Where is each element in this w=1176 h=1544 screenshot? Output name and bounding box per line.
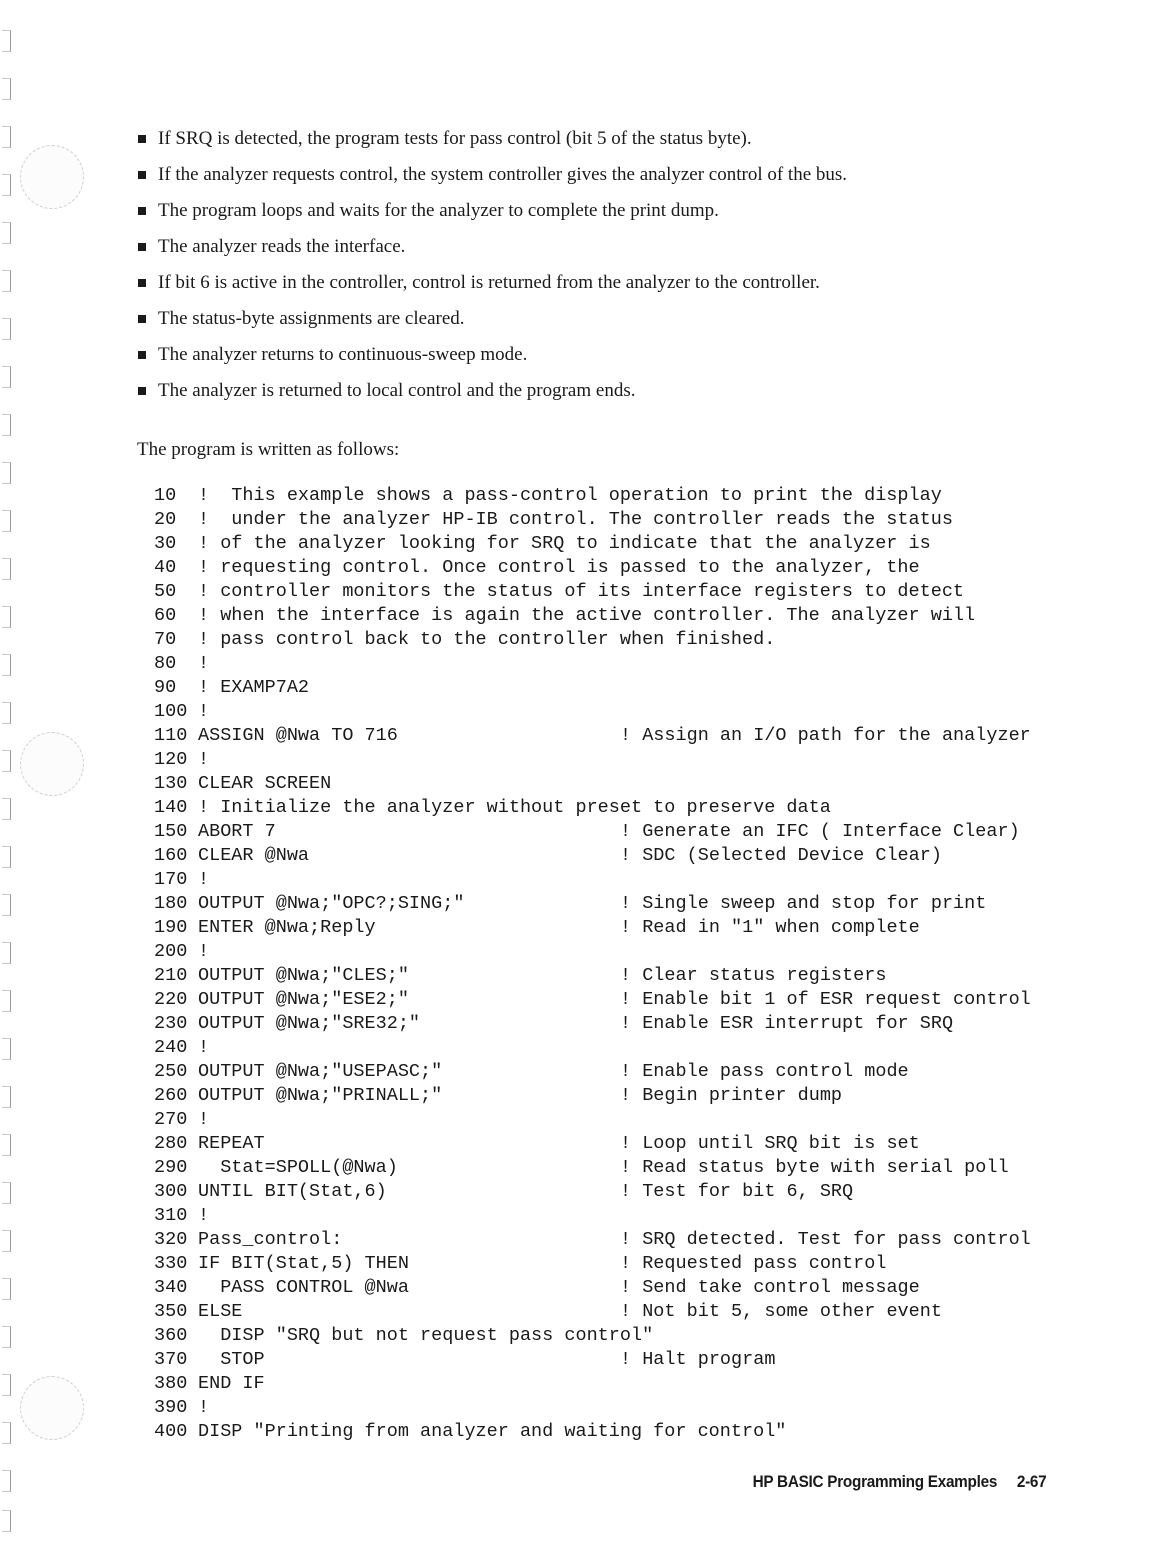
line-number: 360 [154,1325,188,1346]
list-item [136,157,1096,193]
line-number: 100 [154,701,188,722]
line-number: 170 [154,869,188,890]
line-number: 290 [154,1157,188,1178]
page-number: 2-67 [1016,1472,1046,1491]
intro-paragraph: The program is written as follows: [137,439,400,460]
code-statement: PASS CONTROL @Nwa [198,1277,409,1298]
line-number: 320 [154,1229,188,1250]
code-line [154,676,1064,700]
code-statement: ELSE [198,1301,243,1322]
line-number: 280 [154,1133,188,1154]
code-statement: CLEAR @Nwa [198,845,310,866]
square-bullet-icon [138,351,146,359]
line-number: 250 [154,1061,188,1082]
line-number: 260 [154,1085,188,1106]
code-statement: UNTIL BIT(Stat,6) [198,1181,387,1202]
code-statement: ! when the interface is again the active controller. The analyzer will [198,605,976,626]
code-line [154,1228,1064,1252]
code-line [154,1300,1064,1324]
code-comment: ! Halt program [620,1349,776,1370]
code-line [154,1348,1064,1372]
code-line [154,1324,1064,1348]
code-statement: ! EXAMP7A2 [198,677,310,698]
code-line [154,1420,1064,1444]
code-line [154,628,1064,652]
square-bullet-icon [138,207,146,215]
code-line [154,868,1064,892]
code-statement: ! under the analyzer HP-IB control. The controller reads the status [198,509,953,530]
code-statement: OUTPUT @Nwa;"USEPASC;" [198,1061,443,1082]
code-comment: ! Generate an IFC ( Interface Clear) [620,821,1020,842]
punch-hole [20,145,84,209]
list-item-text: If the analyzer requests control, the system controller gives the analyzer control of the bus. [158,164,848,185]
square-bullet-icon [138,279,146,287]
line-number: 130 [154,773,188,794]
code-statement: ! Initialize the analyzer without preset to preserve data [198,797,831,818]
code-comment: ! Read in "1" when complete [620,917,920,938]
code-statement: OUTPUT @Nwa;"SRE32;" [198,1013,421,1034]
code-line [154,604,1064,628]
code-comment: ! Not bit 5, some other event [620,1301,942,1322]
code-listing [154,484,1064,1444]
list-item [136,301,1096,337]
code-statement: DISP "SRQ but not request pass control" [198,1325,654,1346]
code-comment: ! Single sweep and stop for print [620,893,987,914]
code-line [154,820,1064,844]
code-statement: ASSIGN @Nwa TO 716 [198,725,398,746]
code-comment: ! SDC (Selected Device Clear) [620,845,942,866]
line-number: 140 [154,797,188,818]
code-statement: ! [198,701,210,722]
code-line [154,748,1064,772]
code-statement: END IF [198,1373,265,1394]
code-line [154,1372,1064,1396]
code-statement: REPEAT [198,1133,265,1154]
code-statement: ! [198,1037,210,1058]
code-statement: ! requesting control. Once control is passed to the analyzer, the [198,557,920,578]
code-statement: ABORT 7 [198,821,276,842]
page-footer [752,1472,1046,1492]
line-number: 60 [154,605,177,626]
code-statement: ! [198,749,210,770]
code-comment: ! Test for bit 6, SRQ [620,1181,854,1202]
code-line [154,964,1064,988]
line-number: 190 [154,917,188,938]
line-number: 70 [154,629,177,650]
code-line [154,484,1064,508]
code-comment: ! Assign an I/O path for the analyzer [620,725,1031,746]
code-statement: ! controller monitors the status of its interface registers to detect [198,581,965,602]
code-line [154,1012,1064,1036]
list-item-text: The program loops and waits for the analyzer to complete the print dump. [158,200,719,221]
code-line [154,556,1064,580]
line-number: 270 [154,1109,188,1130]
code-line [154,580,1064,604]
list-item-text: The analyzer is returned to local control and the program ends. [158,380,636,401]
scan-edge-marks [0,20,14,1530]
code-statement: OUTPUT @Nwa;"ESE2;" [198,989,409,1010]
code-line [154,652,1064,676]
code-statement: ENTER @Nwa;Reply [198,917,376,938]
code-statement: CLEAR SCREEN [198,773,332,794]
code-statement: DISP "Printing from analyzer and waiting for control" [198,1421,787,1442]
line-number: 310 [154,1205,188,1226]
square-bullet-icon [138,171,146,179]
code-statement: ! of the analyzer looking for SRQ to indicate that the analyzer is [198,533,931,554]
code-line [154,1060,1064,1084]
code-comment: ! Requested pass control [620,1253,887,1274]
code-line [154,1084,1064,1108]
code-line [154,1204,1064,1228]
code-statement: ! pass control back to the controller when finished. [198,629,776,650]
list-item-text: The analyzer reads the interface. [158,236,406,257]
code-line [154,1156,1064,1180]
line-number: 160 [154,845,188,866]
code-comment: ! Clear status registers [620,965,887,986]
line-number: 80 [154,653,177,674]
code-statement: IF BIT(Stat,5) THEN [198,1253,409,1274]
line-number: 180 [154,893,188,914]
code-statement: OUTPUT @Nwa;"CLES;" [198,965,409,986]
code-line [154,1180,1064,1204]
code-line [154,700,1064,724]
code-comment: ! Send take control message [620,1277,920,1298]
line-number: 20 [154,509,177,530]
line-number: 300 [154,1181,188,1202]
line-number: 200 [154,941,188,962]
code-line [154,1132,1064,1156]
code-statement: ! [198,1205,210,1226]
line-number: 110 [154,725,188,746]
line-number: 50 [154,581,177,602]
line-number: 400 [154,1421,188,1442]
code-statement: ! [198,653,210,674]
line-number: 240 [154,1037,188,1058]
line-number: 40 [154,557,177,578]
line-number: 210 [154,965,188,986]
line-number: 350 [154,1301,188,1322]
line-number: 90 [154,677,177,698]
list-item [136,121,1096,157]
line-number: 370 [154,1349,188,1370]
line-number: 220 [154,989,188,1010]
code-line [154,1396,1064,1420]
square-bullet-icon [138,315,146,323]
line-number: 390 [154,1397,188,1418]
code-comment: ! Enable pass control mode [620,1061,909,1082]
square-bullet-icon [138,387,146,395]
code-statement: ! [198,1397,210,1418]
code-comment: ! Begin printer dump [620,1085,843,1106]
line-number: 330 [154,1253,188,1274]
code-line [154,1108,1064,1132]
code-line [154,1276,1064,1300]
code-line [154,532,1064,556]
code-line [154,844,1064,868]
code-statement: STOP [198,1349,265,1370]
line-number: 10 [154,485,177,506]
square-bullet-icon [138,243,146,251]
line-number: 120 [154,749,188,770]
list-item-text: The status-byte assignments are cleared. [158,308,465,329]
code-comment: ! SRQ detected. Test for pass control [620,1229,1031,1250]
list-item [136,229,1096,265]
code-comment: ! Enable ESR interrupt for SRQ [620,1013,954,1034]
bullet-list [136,121,1096,409]
code-statement: Stat=SPOLL(@Nwa) [198,1157,398,1178]
list-item [136,265,1096,301]
code-statement: ! [198,941,210,962]
code-line [154,796,1064,820]
code-statement: OUTPUT @Nwa;"PRINALL;" [198,1085,443,1106]
list-item-text: If bit 6 is active in the controller, control is returned from the analyzer to the controller. [158,272,820,293]
code-line [154,508,1064,532]
list-item-text: The analyzer returns to continuous-sweep mode. [158,344,528,365]
list-item-text: If SRQ is detected, the program tests for pass control (bit 5 of the status byte). [158,128,752,149]
code-line [154,892,1064,916]
code-comment: ! Loop until SRQ bit is set [620,1133,920,1154]
code-line [154,1036,1064,1060]
list-item [136,337,1096,373]
footer-section-title: HP BASIC Programming Examples [752,1472,997,1491]
line-number: 150 [154,821,188,842]
code-line [154,940,1064,964]
code-line [154,916,1064,940]
line-number: 340 [154,1277,188,1298]
code-line [154,1252,1064,1276]
code-line [154,988,1064,1012]
code-statement: ! [198,869,210,890]
code-statement: Pass_control: [198,1229,343,1250]
code-statement: ! This example shows a pass-control operation to print the display [198,485,942,506]
punch-hole [20,1376,84,1440]
line-number: 30 [154,533,177,554]
list-item [136,193,1096,229]
code-comment: ! Enable bit 1 of ESR request control [620,989,1031,1010]
code-comment: ! Read status byte with serial poll [620,1157,1009,1178]
code-line [154,772,1064,796]
line-number: 380 [154,1373,188,1394]
square-bullet-icon [138,135,146,143]
list-item [136,373,1096,409]
punch-hole [20,732,84,796]
line-number: 230 [154,1013,188,1034]
code-statement: ! [198,1109,210,1130]
code-statement: OUTPUT @Nwa;"OPC?;SING;" [198,893,465,914]
code-line [154,724,1064,748]
